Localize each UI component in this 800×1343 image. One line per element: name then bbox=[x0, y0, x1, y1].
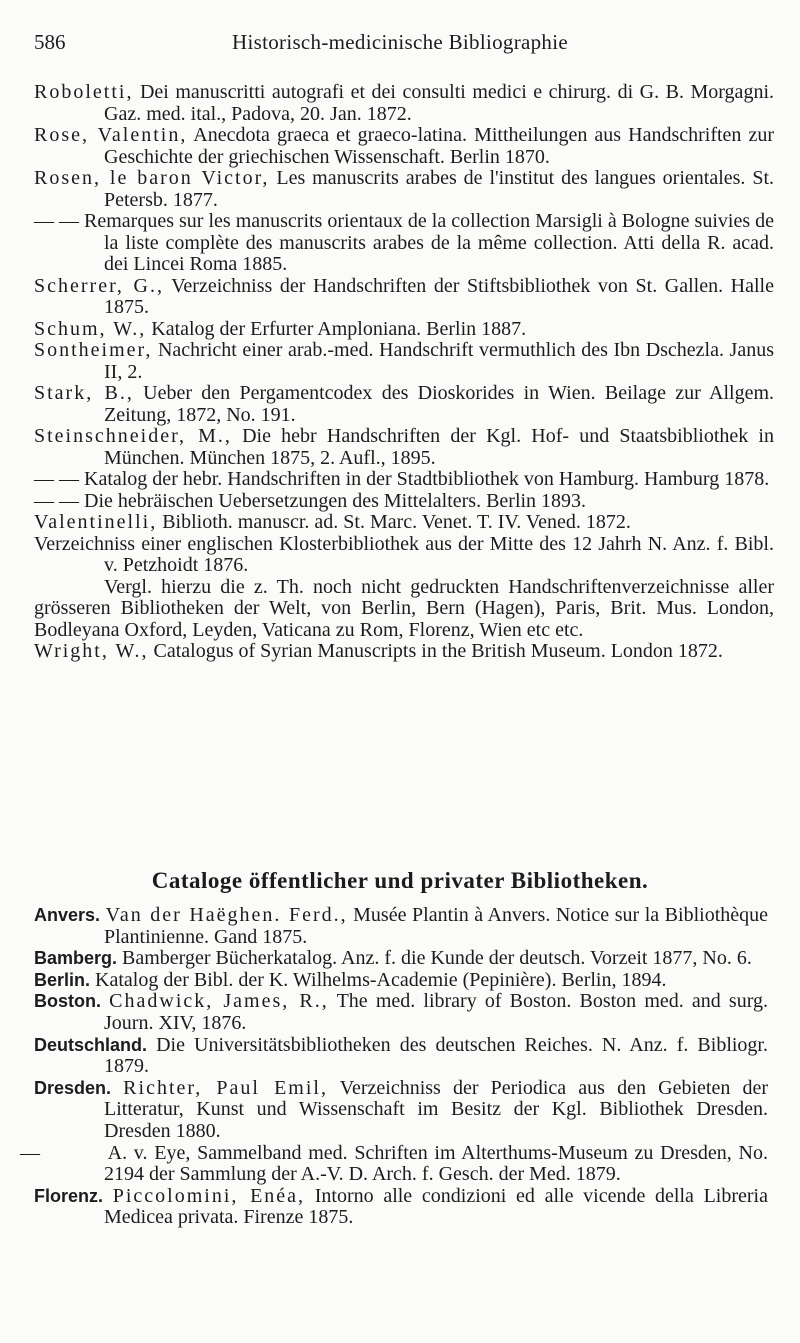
note-paragraph: Vergl. hierzu die z. Th. noch nicht gedruckten Handschriftenverzeichnisse aller grösseren Bibliotheken der Welt, von Berlin, Bern (Hagen), Paris, Brit. Mus. London, Bodleyana Oxford, Leyden, Vaticana zu Rom, Florenz, Wien etc etc. bbox=[34, 575, 774, 641]
page-header bbox=[34, 30, 766, 60]
bibliography-entry bbox=[34, 512, 774, 534]
place-name: Anvers. bbox=[34, 905, 101, 925]
catalogue-entry bbox=[34, 948, 768, 970]
entry-text: Dei manuscritti autografi et dei consulti medici e chirurg. di G. B. Morgagni. Gaz. med. ital., Padova, 20. Jan. 1872. bbox=[104, 81, 774, 125]
entry-text: Biblioth. manuscr. ad. St. Marc. Venet. T. IV. Vened. 1872. bbox=[157, 511, 631, 533]
catalogue-list bbox=[20, 904, 769, 1229]
entry-author: Steinschneider, M., bbox=[34, 425, 232, 447]
entry-text: Katalog der Bibl. der K. Wilhelms-Academie (Pepinière). Berlin, 1894. bbox=[90, 968, 667, 991]
section-heading: Cataloge öffentlicher und privater Bibliotheken. bbox=[151, 868, 649, 893]
entry-text: Catalogus of Syrian Manuscripts in the British Museum. London 1872. bbox=[148, 640, 723, 662]
bibliography-entry bbox=[34, 211, 774, 276]
entry-author: Chadwick, James, R., bbox=[109, 990, 329, 1013]
entry-text: Musée Plantin à Anvers. Notice sur la Bibliothèque Plantinienne. Gand 1875. bbox=[104, 904, 768, 948]
place-name: Bamberg. bbox=[34, 948, 118, 969]
entry-text: Katalog der Erfurter Amploniana. Berlin 1887. bbox=[146, 317, 527, 340]
entry-text: Die hebr Handschriften der Kgl. Hof- und Staatsbibliothek in München. München 1875, 2. Aufl., 1895. bbox=[104, 425, 774, 469]
bibliography-entry bbox=[34, 82, 774, 125]
place-name: Dresden. bbox=[34, 1077, 112, 1098]
place-name: Deutschland. bbox=[34, 1034, 148, 1055]
catalogue-entry bbox=[34, 905, 768, 948]
bibliography-entry bbox=[34, 641, 774, 663]
catalogue-entry bbox=[34, 1186, 768, 1229]
entry-text: Bamberger Bücherkatalog. Anz. f. die Kunde der deutsch. Vorzeit 1877, No. 6. bbox=[117, 947, 752, 970]
entry-author: Piccolomini, Enéa, bbox=[112, 1184, 306, 1207]
catalogue-entry bbox=[34, 991, 768, 1034]
bibliography-entry bbox=[34, 168, 774, 211]
ditto-dash: — — bbox=[34, 210, 80, 232]
bibliography-entry bbox=[34, 276, 774, 319]
entry-author: Rose, Valentin, bbox=[34, 124, 188, 146]
ditto-dash: — bbox=[20, 1141, 40, 1164]
entry-author: Van der Haëghen. Ferd., bbox=[105, 904, 348, 926]
bibliography-entry bbox=[34, 426, 774, 469]
bibliography-entry bbox=[34, 340, 774, 383]
bibliography-list bbox=[34, 82, 774, 663]
bibliography-entry bbox=[34, 491, 774, 513]
bibliography-entry bbox=[34, 125, 774, 168]
entry-author: Valentinelli, bbox=[34, 511, 158, 533]
entry-text: Nachricht einer arab.-med. Handschrift vermuthlich des Ibn Dschezla. Janus II, 2. bbox=[104, 339, 774, 383]
ditto-dash: — — bbox=[34, 489, 79, 512]
catalogue-entry bbox=[34, 1078, 768, 1143]
entry-author: Richter, Paul Emil, bbox=[123, 1076, 328, 1099]
entry-text: Verzeichniss der Handschriften der Stiftsbibliothek von St. Gallen. Halle 1875. bbox=[104, 274, 774, 318]
entry-text: The med. library of Boston. Boston med. and surg. Journ. XIV, 1876. bbox=[104, 990, 769, 1034]
entry-text: Remarques sur les manuscrits orientaux de la collection Marsigli à Bologne suivies de la liste complète des manuscrits arabes de la même collection. Atti della R. acad. dei Lincei Roma 1885. bbox=[79, 210, 774, 275]
entry-author: Roboletti, bbox=[34, 81, 134, 103]
entry-text: Intorno alle condizioni ed alle vicende della Libreria Medicea privata. Firenze 1875. bbox=[104, 1184, 768, 1229]
place-name: Boston. bbox=[34, 991, 101, 1012]
catalogue-entry bbox=[34, 970, 768, 992]
entry-text: Die Universitätsbibliotheken des deutschen Reiches. N. Anz. f. Bibliogr. 1879. bbox=[104, 1033, 768, 1078]
entry-text: Katalog der hebr. Handschriften in der Stadtbibliothek von Hamburg. Hamburg 1878. bbox=[79, 468, 770, 490]
entry-text: Verzeichniss der Periodica aus den Gebieten der Litteratur, Kunst und Wissenschaft im Besitz der Kgl. Bibliothek Dresden. Dresden 1880. bbox=[104, 1076, 768, 1142]
running-title: Historisch-medicinische Bibliographie bbox=[232, 30, 568, 54]
entry-text: Les manuscrits arabes de l'institut des langues orientales. St. Petersb. 1877. bbox=[104, 167, 775, 211]
entry-text: Verzeichniss einer englischen Klosterbibliothek aus der Mitte des 12 Jahrh N. Anz. f. Bibl. v. Petzhoidt 1876. bbox=[34, 532, 774, 576]
ditto-dash: — — bbox=[34, 468, 79, 490]
entry-text: Anecdota graeca et graeco-latina. Mittheilungen aus Handschriften zur Geschichte der griechischen Wissenschaft. Berlin 1870. bbox=[104, 124, 775, 168]
entry-author: Schum, W., bbox=[34, 317, 147, 340]
entry-author: Rosen, le baron Victor, bbox=[34, 167, 270, 189]
bibliography-entry bbox=[34, 383, 774, 426]
page-number: 586 bbox=[34, 30, 66, 54]
place-name: Florenz. bbox=[34, 1185, 104, 1206]
bibliography-entry bbox=[34, 469, 774, 491]
bibliography-entry bbox=[34, 319, 774, 341]
entry-author: Sontheimer, bbox=[34, 339, 153, 361]
entry-text: Ueber den Pergamentcodex des Dioskorides in Wien. Beilage zur Allgem. Zeitung, 1872, No. 191. bbox=[104, 382, 775, 426]
place-name: Berlin. bbox=[34, 969, 91, 990]
entry-author: Stark, B., bbox=[34, 382, 134, 404]
catalogue-entry bbox=[20, 1141, 768, 1186]
entry-author: Wright, W., bbox=[34, 640, 149, 662]
entry-author: Scherrer, G., bbox=[34, 274, 164, 297]
entry-text: Die hebräischen Uebersetzungen des Mittelalters. Berlin 1893. bbox=[79, 489, 587, 512]
catalogue-entry bbox=[34, 1035, 768, 1078]
bibliography-entry bbox=[34, 534, 774, 577]
entry-text: A. v. Eye, Sammelband med. Schriften im Alterthums-Museum zu Dresden, No. 2194 der Sammlung der A.-V. D. Arch. f. Gesch. der Med. 1879. bbox=[102, 1141, 768, 1186]
